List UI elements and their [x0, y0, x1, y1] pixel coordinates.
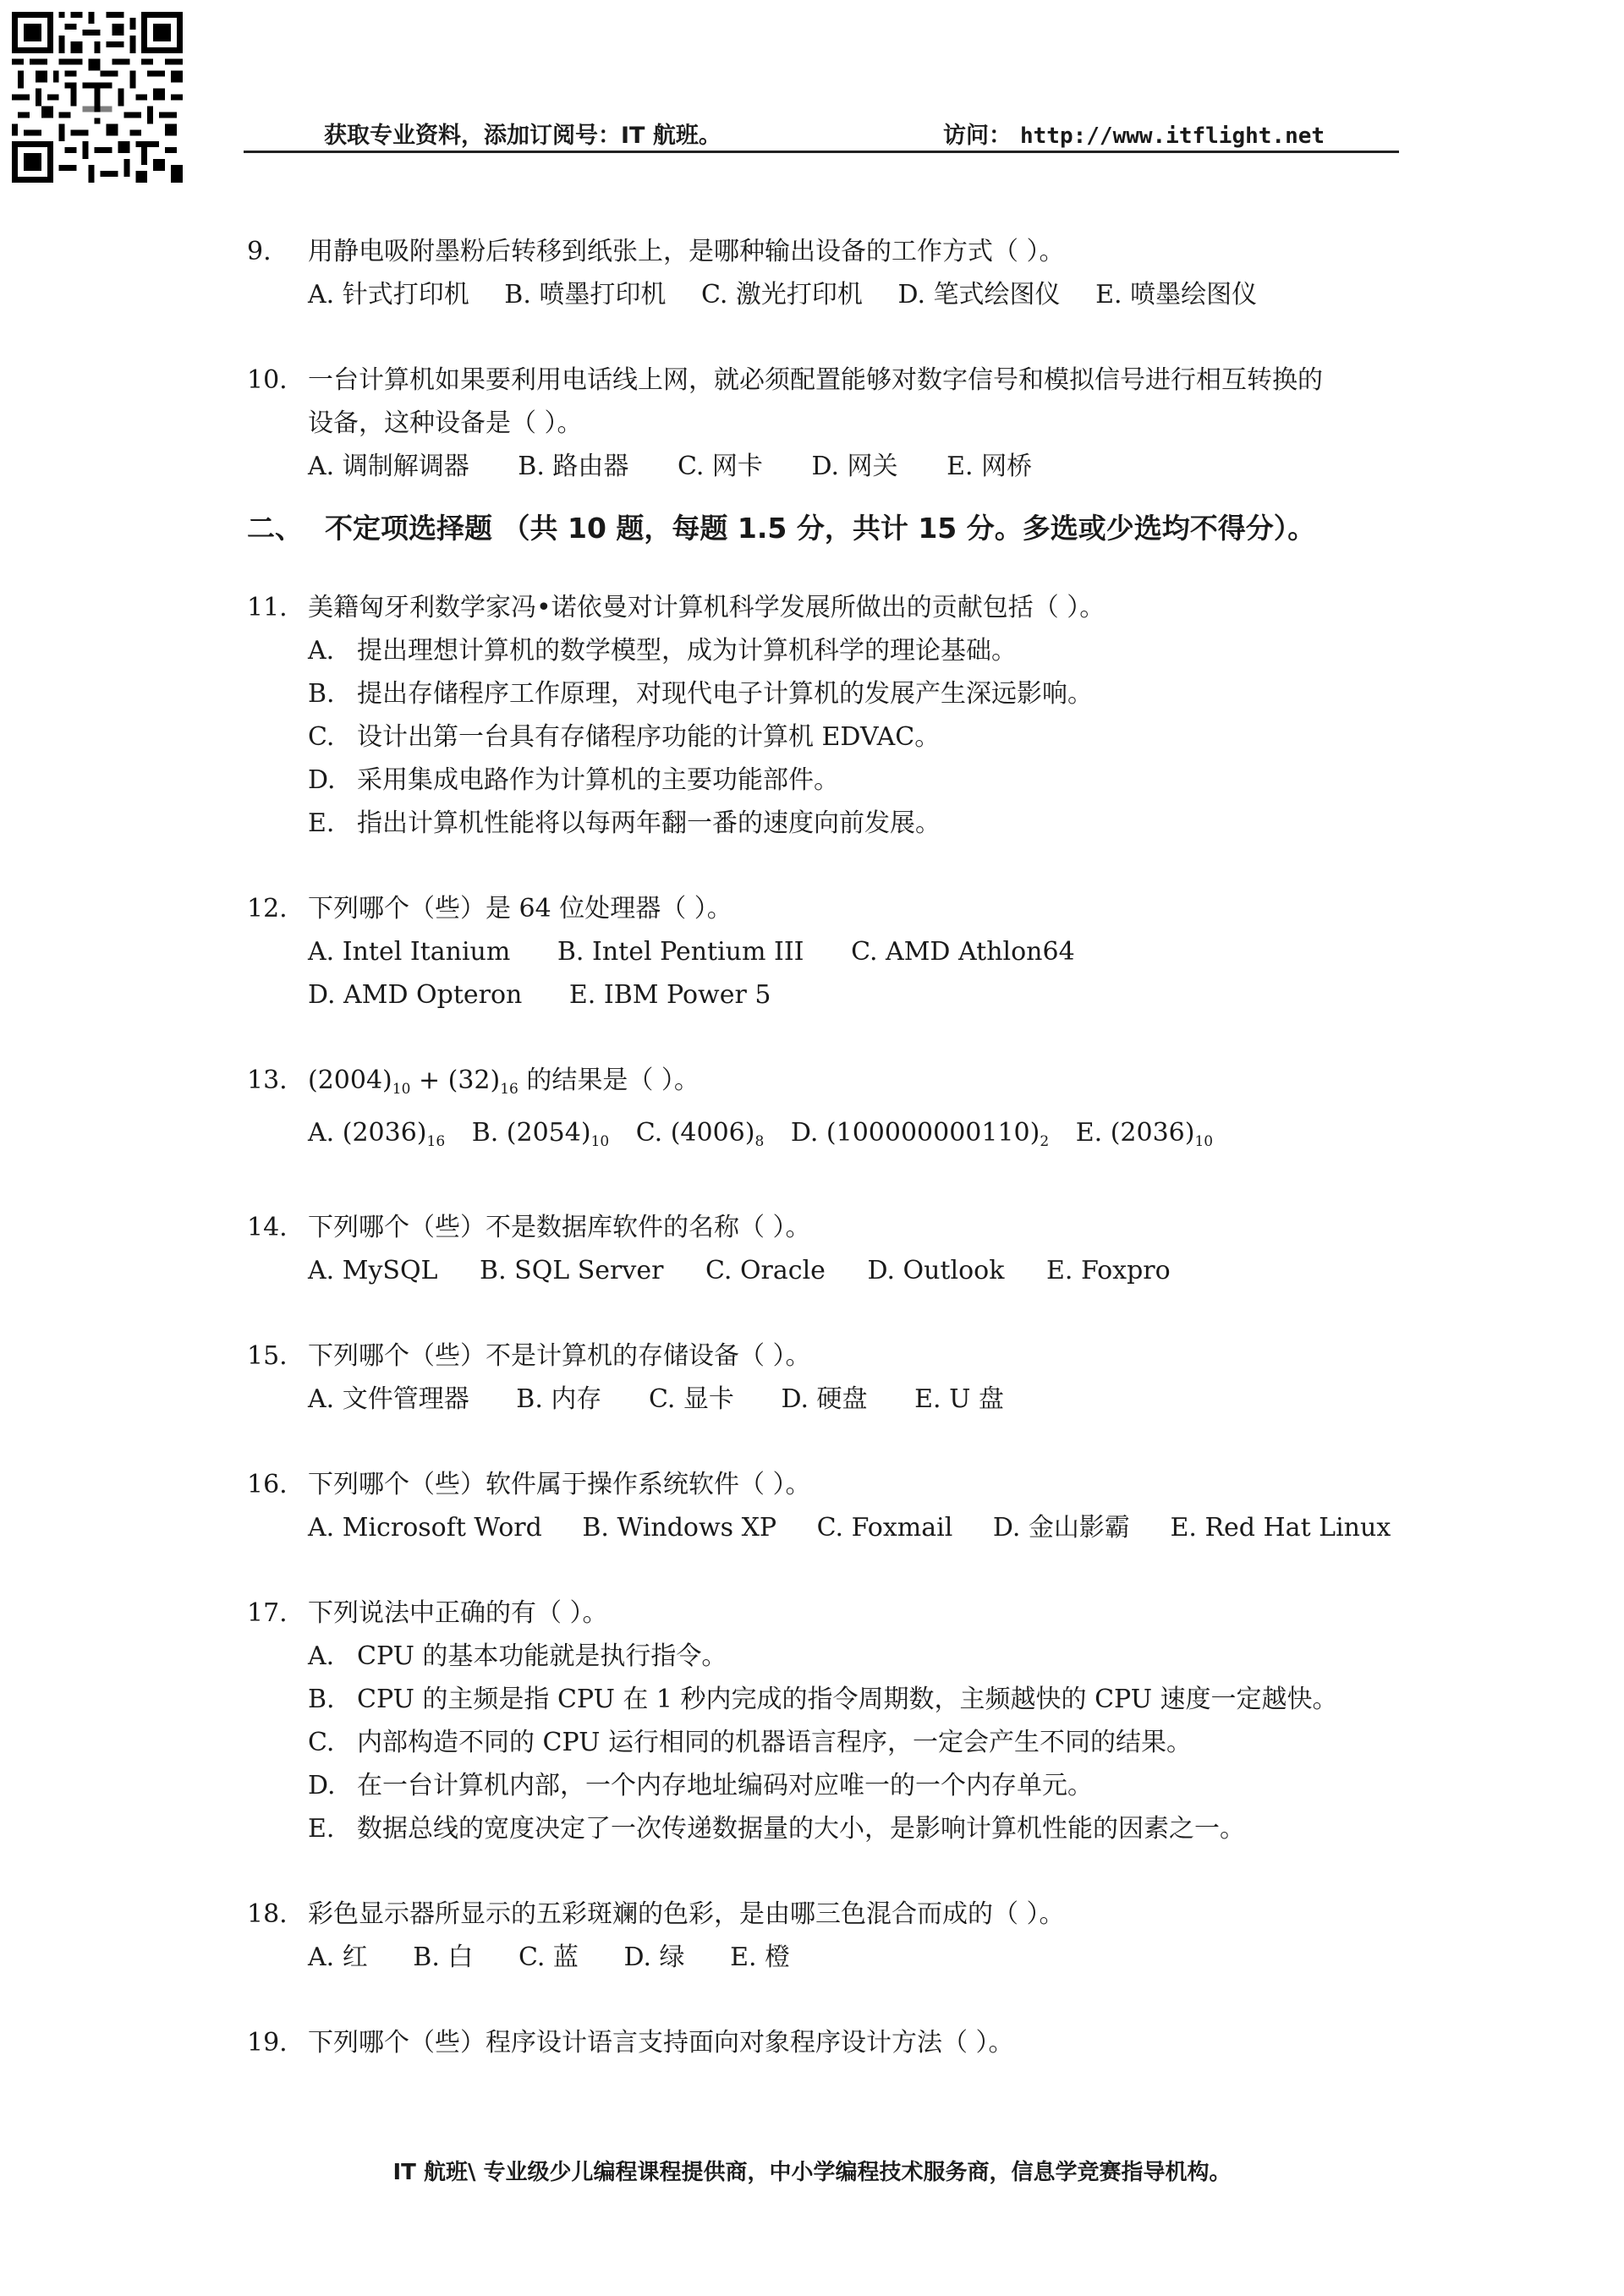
option-a: A. 文件管理器	[308, 1384, 469, 1414]
option-b: B. Intel Pentium III	[557, 937, 804, 967]
question-12	[247, 887, 1414, 1016]
question-text: 用静电吸附墨粉后转移到纸张上，是哪种输出设备的工作方式（ ）。	[308, 237, 1065, 266]
option-e: E. IBM Power 5	[568, 980, 771, 1010]
question-9	[247, 230, 1414, 316]
page-footer: IT 航班\ 专业级少儿编程课程提供商，中小学编程技术服务商，信息学竞赛指导机构。	[392, 2160, 1232, 2185]
qr-code-image	[12, 12, 183, 183]
question-11	[247, 586, 1414, 845]
option-c: C. 显卡	[648, 1384, 734, 1414]
question-number: 12.	[247, 894, 288, 923]
question-text: $(2004)_{10} + (32)_{16}$ 的结果是（ ）。	[308, 1066, 700, 1098]
option-b: B. $(2054)_{10}$	[471, 1118, 610, 1150]
option-c: C. 激光打印机	[700, 280, 863, 310]
option-c: C. AMD Athlon64	[851, 937, 1075, 967]
option-d: D. $(100000000110)_2$	[790, 1118, 1050, 1150]
option-b: B. 路由器	[518, 452, 629, 481]
option-d: D. 采用集成电路作为计算机的主要功能部件。	[308, 765, 839, 795]
question-number: 11.	[247, 593, 288, 622]
option-d: D. 金山影霸	[992, 1513, 1130, 1543]
option-a: A. 提出理想计算机的数学模型，成为计算机科学的理论基础。	[308, 636, 1017, 666]
option-c: C. 网卡	[677, 452, 763, 481]
section-number: 二、	[247, 512, 303, 545]
option-e: E. $(2036)_{10}$	[1075, 1118, 1214, 1150]
option-d: D. 在一台计算机内部，一个内存地址编码对应唯一的一个内存单元。	[308, 1771, 1093, 1800]
option-a: A. Microsoft Word	[308, 1513, 542, 1543]
question-number: 16.	[247, 1470, 288, 1499]
option-a: A. 调制解调器	[308, 452, 469, 481]
question-text: 下列哪个（些）软件属于操作系统软件（ ）。	[308, 1470, 811, 1499]
question-10	[247, 359, 1414, 488]
option-e: E. U 盘	[914, 1384, 1004, 1414]
options-row	[247, 1936, 1414, 1979]
option-c: C. 蓝	[518, 1943, 579, 1972]
option-d: D. 笔式绘图仪	[897, 280, 1061, 310]
question-text: 下列哪个（些）是 64 位处理器（ ）。	[308, 894, 732, 923]
question-text: 下列哪个（些）不是数据库软件的名称（ ）。	[308, 1213, 811, 1242]
option-e: E. 指出计算机性能将以每两年翻一番的速度向前发展。	[308, 808, 941, 838]
question-16	[247, 1463, 1414, 1549]
question-number: 17.	[247, 1598, 288, 1628]
question-number: 19.	[247, 2028, 288, 2058]
header-url-link[interactable]: http://www.itflight.net	[1020, 123, 1325, 149]
option-b: B. 内存	[516, 1384, 602, 1414]
option-e: E. 网桥	[946, 452, 1033, 481]
question-number: 13.	[247, 1066, 288, 1095]
option-a: A. MySQL	[308, 1256, 438, 1285]
option-a: A. Intel Itanium	[308, 937, 511, 967]
option-e: E. 喷墨绘图仪	[1095, 280, 1258, 310]
options-row	[247, 930, 1414, 973]
question-15	[247, 1334, 1414, 1421]
question-text: 美籍匈牙利数学家冯•诺依曼对计算机科学发展所做出的贡献包括（ ）。	[308, 593, 1106, 622]
option-c: C. Foxmail	[816, 1513, 953, 1543]
question-text: 一台计算机如果要利用电话线上网，就必须配置能够对数字信号和模拟信号进行相互转换的	[308, 365, 1323, 395]
exam-content	[247, 230, 1414, 2064]
question-text-continued: 设备，这种设备是（ ）。	[308, 408, 583, 438]
question-number: 10.	[247, 365, 288, 395]
option-a: A. 红	[308, 1943, 368, 1972]
question-18	[247, 1893, 1414, 1979]
header-subscribe-text: 获取专业资料，添加订阅号：IT 航班。	[324, 123, 721, 149]
option-b: B. 提出存储程序工作原理，对现代电子计算机的发展产生深远影响。	[308, 679, 1093, 709]
option-c: C. 内部构造不同的 CPU 运行相同的机器语言程序，一定会产生不同的结果。	[308, 1728, 1192, 1757]
options-row	[247, 1249, 1414, 1292]
options-row	[247, 445, 1414, 488]
options-row	[247, 1111, 1414, 1164]
option-e: E. Red Hat Linux	[1170, 1513, 1391, 1543]
options-row	[247, 273, 1414, 316]
option-c: C. Oracle	[705, 1256, 826, 1285]
option-d: D. Outlook	[867, 1256, 1005, 1285]
option-a: A. 针式打印机	[308, 280, 469, 310]
options-row	[247, 1506, 1414, 1549]
option-b: B. SQL Server	[480, 1256, 664, 1285]
options-row	[247, 973, 1414, 1016]
option-d: D. AMD Opteron	[308, 980, 523, 1010]
section-title: 不定项选择题 （共 10 题，每题 1.5 分，共计 15 分。多选或少选均不得分）。	[325, 512, 1316, 545]
question-text: 下列哪个（些）程序设计语言支持面向对象程序设计方法（ ）。	[308, 2028, 1014, 2058]
header-visit-label: 访问：	[943, 123, 1012, 149]
option-b: B. Windows XP	[582, 1513, 777, 1543]
question-text: 下列说法中正确的有（ ）。	[308, 1598, 608, 1628]
question-text: 下列哪个（些）不是计算机的存储设备（ ）。	[308, 1341, 811, 1371]
question-number: 15.	[247, 1341, 288, 1371]
options-row	[247, 1378, 1414, 1421]
option-e: E. Foxpro	[1045, 1256, 1171, 1285]
question-13	[247, 1059, 1414, 1164]
section-heading	[247, 505, 1414, 552]
option-a: A. $(2036)_{16}$	[308, 1118, 446, 1150]
option-d: D. 绿	[623, 1943, 685, 1972]
option-e: E. 橙	[730, 1943, 791, 1972]
option-b: B. 喷墨打印机	[504, 280, 667, 310]
option-c: C. 设计出第一台具有存储程序功能的计算机 EDVAC。	[308, 722, 941, 752]
question-number: 9.	[247, 237, 272, 266]
option-c: C. $(4006)_8$	[635, 1118, 765, 1150]
option-d: D. 硬盘	[781, 1384, 868, 1414]
option-d: D. 网关	[811, 452, 898, 481]
option-a: A. CPU 的基本功能就是执行指令。	[308, 1641, 727, 1671]
header-divider	[244, 151, 1399, 153]
question-19	[247, 2021, 1414, 2064]
option-b: B. CPU 的主频是指 CPU 在 1 秒内完成的指令周期数，主频越快的 CPU 速度一定越快。	[308, 1685, 1338, 1714]
option-b: B. 白	[413, 1943, 474, 1972]
page-header	[324, 117, 1398, 151]
question-number: 18.	[247, 1899, 288, 1929]
question-14	[247, 1206, 1414, 1292]
question-text: 彩色显示器所显示的五彩斑斓的色彩，是由哪三色混合而成的（ ）。	[308, 1899, 1065, 1929]
header-visit	[943, 117, 1325, 150]
question-17	[247, 1592, 1414, 1850]
question-number: 14.	[247, 1213, 288, 1242]
option-e: E. 数据总线的宽度决定了一次传递数据量的大小，是影响计算机性能的因素之一。	[308, 1814, 1245, 1844]
